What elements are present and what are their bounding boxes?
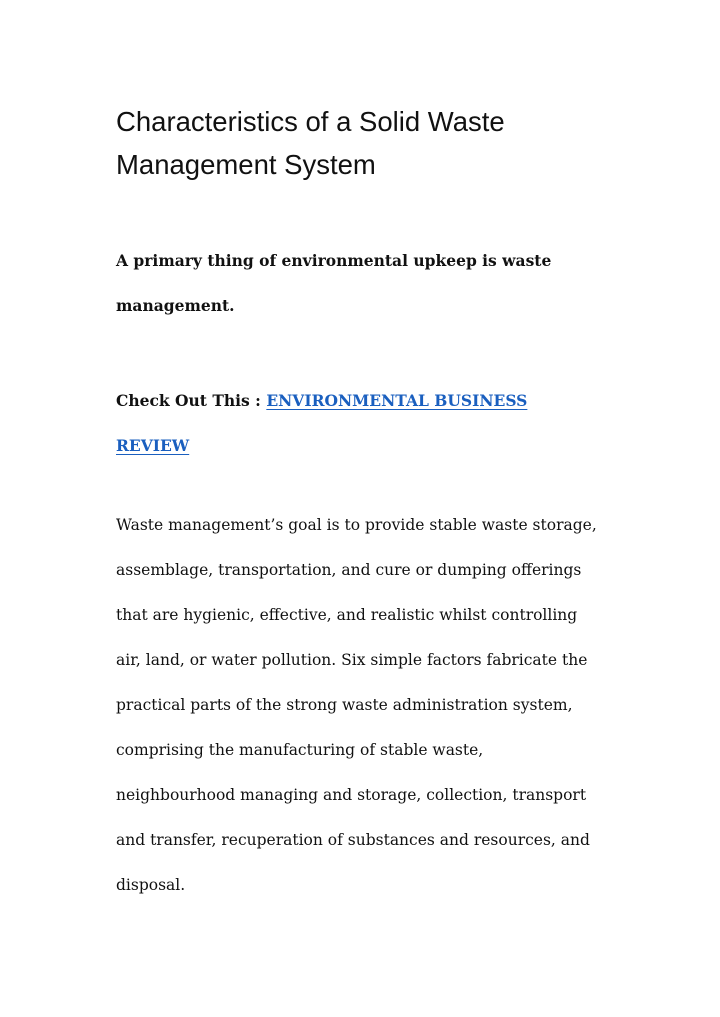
- body-line: neighbourhood managing and storage, collection, transport: [116, 786, 587, 804]
- body-line: assemblage, transportation, and cure or dumping offerings: [116, 561, 582, 579]
- body-line: disposal.: [116, 876, 186, 894]
- check-out-line: [116, 378, 616, 468]
- article-subtitle: [116, 238, 616, 328]
- body-line: Waste management’s goal is to provide stable waste storage,: [116, 516, 597, 534]
- title-line: Management System: [116, 149, 376, 180]
- body-line: practical parts of the strong waste administration system,: [116, 696, 573, 714]
- body-line: comprising the manufacturing of stable waste,: [116, 741, 484, 759]
- check-out-prefix: Check Out This :: [116, 391, 267, 410]
- check-out-first-line: [116, 378, 616, 423]
- article-title: [116, 100, 616, 186]
- check-out-second-line: [116, 423, 616, 468]
- article: [116, 100, 616, 908]
- body-line: that are hygienic, effective, and realistic whilst controlling: [116, 606, 578, 624]
- subtitle-line: management.: [116, 296, 235, 315]
- body-line: air, land, or water pollution. Six simple factors fabricate the: [116, 651, 588, 669]
- environmental-business-review-link-continued[interactable]: REVIEW: [116, 436, 190, 455]
- title-line: Characteristics of a Solid Waste: [116, 106, 505, 137]
- environmental-business-review-link[interactable]: ENVIRONMENTAL BUSINESS: [266, 391, 528, 410]
- body-line: and transfer, recuperation of substances and resources, and: [116, 831, 590, 849]
- article-body-paragraph: [116, 503, 616, 908]
- subtitle-line: A primary thing of environmental upkeep is waste: [116, 251, 552, 270]
